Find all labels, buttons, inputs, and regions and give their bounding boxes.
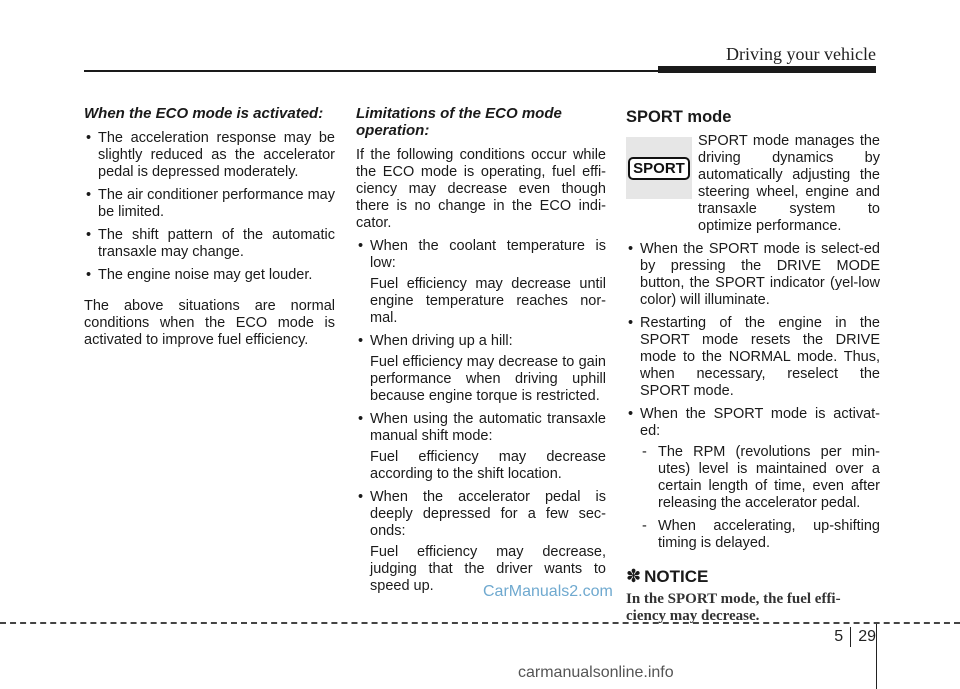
chapter-number: 5 [834, 628, 844, 645]
condition-label: • When the coolant temperature is low: [370, 238, 606, 271]
footer-divider [876, 624, 877, 689]
page-number [834, 627, 876, 647]
dash-item: - When accelerating, up-shifting timing is delayed. [640, 518, 880, 552]
sport-mode-heading: SPORT mode [626, 108, 732, 126]
sport-effects-list [640, 444, 880, 552]
sport-indicator-panel [626, 137, 692, 199]
dash-item: - The RPM (revolutions per min-utes) level is maintained over a certain length of time, even after releasing the accelerator pedal. [640, 444, 880, 512]
condition-label: • When the accelerator pedal is deeply depressed for a few sec-onds: [370, 489, 606, 539]
sport-intro-row [626, 133, 880, 235]
eco-activated-heading: When the ECO mode is activated: [84, 105, 324, 122]
watermark-link[interactable]: CarManuals2.com [483, 583, 613, 600]
list-item [626, 406, 880, 552]
eco-activated-column [84, 105, 335, 355]
section-title: Driving your vehicle [726, 44, 876, 64]
list-item-text: • When the SPORT mode is activat-ed: [640, 406, 880, 439]
footer-url[interactable]: carmanualsonline.info [518, 664, 674, 681]
notice-icon: ✽ [626, 566, 642, 586]
eco-activated-list [84, 130, 335, 284]
list-item: • The acceleration response may be slightly reduced as the accelerator pedal is depressed moderately. [84, 130, 335, 181]
eco-limitations-column [356, 105, 606, 601]
condition-detail: Fuel efficiency may decrease, judging that the driver wants to speed up. [370, 544, 606, 594]
eco-limitations-heading: Limitations of the ECO mode operation: [356, 105, 562, 139]
footer-rule [0, 622, 960, 624]
page-number-divider [850, 627, 851, 647]
list-item: • Restarting of the engine in the SPORT mode resets the DRIVE mode to the NORMAL mode. Thus, when necessary, reselect the SPORT mode. [626, 315, 880, 400]
notice-label: NOTICE [644, 567, 709, 586]
list-item: • The engine noise may get louder. [84, 267, 335, 284]
sport-mode-column [626, 105, 880, 625]
header-rule [84, 70, 659, 72]
condition-label: • When using the automatic transaxle manual shift mode: [370, 411, 606, 444]
eco-limitations-list [356, 238, 606, 595]
condition-detail: Fuel efficiency may decrease until engine temperature reaches nor-mal. [370, 276, 606, 326]
list-item: • The air conditioner performance may be limited. [84, 187, 335, 221]
header-rule-accent [658, 66, 876, 73]
notice-text: In the SPORT mode, the fuel effi-ciency may decrease. [626, 591, 841, 624]
sport-indicator-icon: SPORT [628, 157, 690, 180]
notice-heading [626, 568, 880, 585]
condition-detail: Fuel efficiency may decrease to gain performance when driving uphill because engine torque is restricted. [370, 354, 606, 404]
list-item: • When the SPORT mode is select-ed by pressing the DRIVE MODE button, the SPORT indicator (yel-low color) will illuminate. [626, 241, 880, 309]
list-item [356, 489, 606, 595]
condition-label: • When driving up a hill: [370, 333, 513, 349]
page-number-value: 29 [858, 628, 876, 645]
sport-mode-list [626, 241, 880, 552]
sport-mode-intro: SPORT mode manages the driving dynamics by automatically adjusting the steering wheel, engine and transaxle system to optimize performance. [698, 133, 880, 234]
condition-detail: Fuel efficiency may decrease according to the shift location. [370, 449, 606, 482]
list-item: • The shift pattern of the automatic transaxle may change. [84, 227, 335, 261]
list-item [356, 411, 606, 483]
eco-activated-summary: The above situations are normal conditions when the ECO mode is activated to improve fuel efficiency. [84, 298, 335, 348]
list-item [356, 333, 606, 405]
list-item [356, 238, 606, 327]
eco-limitations-intro: If the following conditions occur while the ECO mode is operating, fuel effi-ciency may decrease even though there is no change in the ECO indi-cator. [356, 147, 606, 231]
